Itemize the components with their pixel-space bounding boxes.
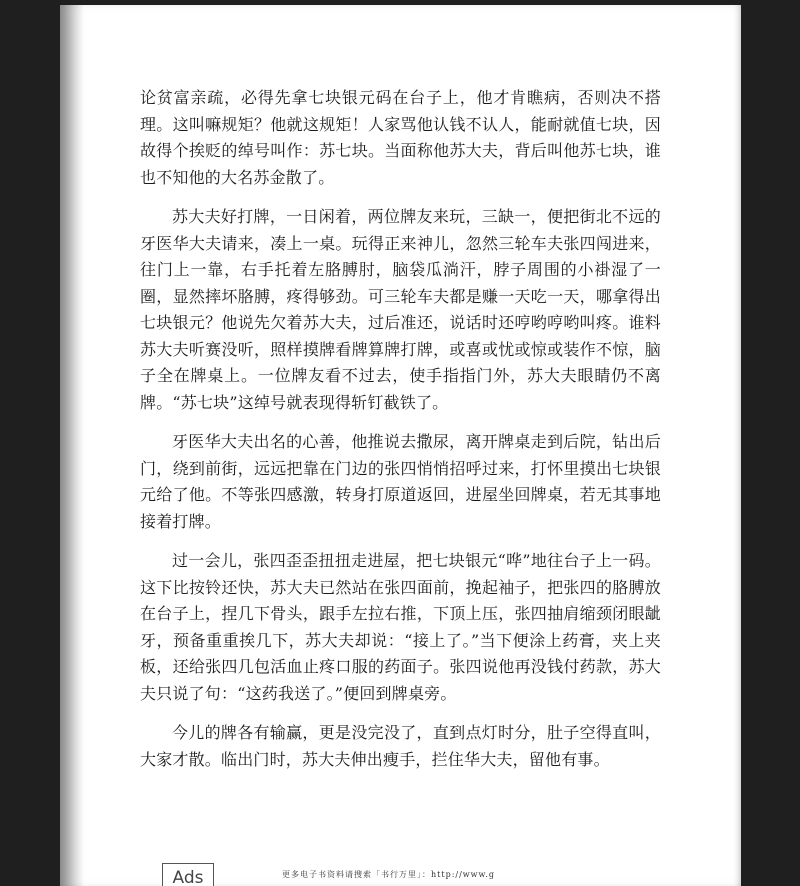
paragraph-1: 论贫富亲疏，必得先拿七块银元码在台子上，他才肯瞧病，否则决不搭理。这叫嘛规矩？他就这规矩！人家骂他认钱不认人，能耐就值七块，因故得个挨贬的绰号叫作：苏七块。当面称他苏大夫，背后叫他苏七块，谁也不知他的大名苏金散了。	[140, 88, 661, 187]
page-spine-shadow	[60, 5, 84, 886]
paragraph-2: 苏大夫好打牌，一日闲着，两位牌友来玩，三缺一，便把街北不远的牙医华大夫请来，凑上一桌。玩得正来神儿，忽然三轮车夫张四闯进来，往门上一靠，右手托着左胳膊肘，脑袋瓜淌汗，脖子周围的小褂湿了一圈，显然摔坏胳膊，疼得够劲。可三轮车夫都是赚一天吃一天，哪拿得出七块银元？他说先欠着苏大夫，过后准还，说话时还哼哟哼哟叫疼。谁料苏大夫听赛没听，照样摸牌看牌算牌打牌，或喜或忧或惊或装作不惊，脑子全在牌桌上。一位牌友看不过去，使手指指门外，苏大夫眼睛仍不离牌。“苏七块”这绰号就表现得斩钉截铁了。	[140, 207, 661, 412]
paragraph-4: 过一会儿，张四歪歪扭扭走进屋，把七块银元“哗”地往台子上一码。这下比按铃还快，苏大夫已然站在张四面前，挽起袖子，把张四的胳膊放在台子上，捏几下骨头，跟手左拉右推，下顶上压，张四抽肩缩颈闭眼龇牙，预备重重挨几下，苏大夫却说：“接上了。”当下便涂上药膏，夹上夹板，还给张四几包活血止疼口服的药面子。张四说他再没钱付药款，苏大夫只说了句：“这药我送了。”便回到牌桌旁。	[140, 551, 661, 703]
paragraph-5: 今儿的牌各有输赢，更是没完没了，直到点灯时分，肚子空得直叫，大家才散。临出门时，苏大夫伸出瘦手，拦住华大夫，留他有事。	[140, 723, 661, 769]
promo-text: 更多电子书资料请搜索「书行万里」：http://www.g	[282, 870, 496, 879]
book-page	[60, 5, 741, 886]
ads-button[interactable]: Ads	[162, 863, 214, 886]
paragraph-3: 牙医华大夫出名的心善，他推说去撒尿，离开牌桌走到后院，钻出后门，绕到前街，远远把靠在门边的张四悄悄招呼过来，打怀里摸出七块银元给了他。不等张四感激，转身打原道返回，进屋坐回牌桌，若无其事地接着打牌。	[140, 432, 661, 531]
page-text-body	[140, 85, 661, 786]
page-footer	[60, 857, 741, 886]
